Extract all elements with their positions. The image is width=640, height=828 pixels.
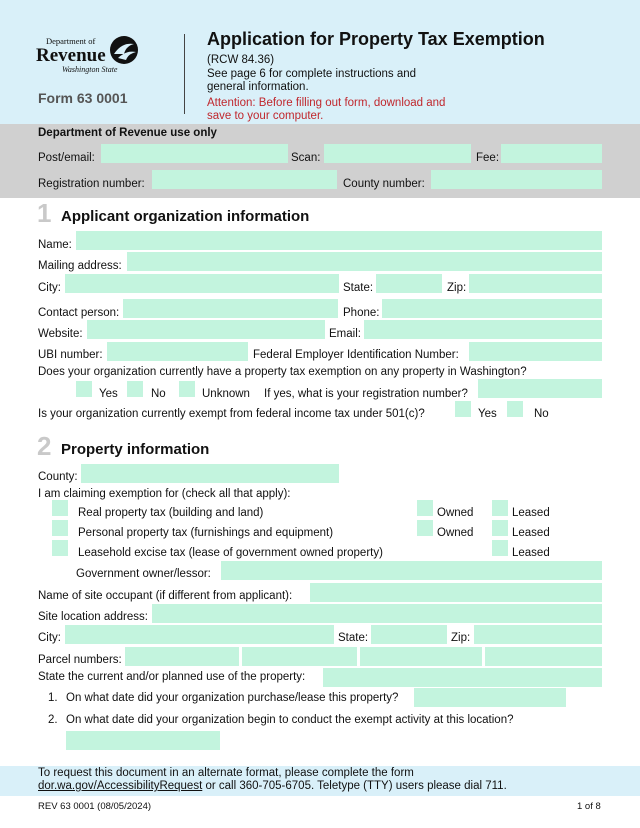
fein-field[interactable]	[469, 342, 602, 361]
government-owner-label: Government owner/lessor:	[76, 568, 211, 580]
existing-registration-number-field[interactable]	[478, 379, 602, 398]
existing-exemption-question: Does your organization currently have a property tax exemption on any property in Washington?	[38, 366, 527, 378]
form-title: Application for Property Tax Exemption	[207, 29, 545, 49]
phone-field[interactable]	[382, 299, 602, 318]
personal-property-checkbox[interactable]	[52, 520, 68, 536]
site-city-label: City:	[38, 632, 61, 644]
fee-field[interactable]	[501, 144, 602, 163]
logo-line1: Department of	[46, 36, 96, 46]
alt-format-text: To request this document in an alternate format, please complete the form	[38, 767, 414, 779]
rcw-reference: (RCW 84.36)	[207, 54, 275, 66]
revision-number: REV 63 0001 (08/05/2024)	[38, 801, 152, 812]
exemption-yes-label: Yes	[99, 388, 118, 400]
personal-owned-label: Owned	[437, 527, 474, 539]
email-label: Email:	[329, 328, 361, 340]
real-property-checkbox[interactable]	[52, 500, 68, 516]
real-leased-checkbox[interactable]	[492, 500, 508, 516]
post-email-field[interactable]	[101, 144, 288, 163]
alt-format-line2	[38, 779, 507, 793]
question-1-text: On what date did your organization purchase/lease this property?	[66, 692, 399, 704]
claiming-exemption-label: I am claiming exemption for (check all that apply):	[38, 488, 291, 500]
property-use-label: State the current and/or planned use of the property:	[38, 671, 306, 683]
site-state-field[interactable]	[371, 625, 447, 644]
accessibility-request-link[interactable]: dor.wa.gov/AccessibilityRequest	[38, 780, 203, 792]
city-label: City:	[38, 282, 61, 294]
question-1-number: 1.	[48, 692, 58, 704]
contact-person-field[interactable]	[123, 299, 338, 318]
501c-question: Is your organization currently exempt from federal income tax under 501(c)?	[38, 408, 425, 420]
parcel-numbers-label: Parcel numbers:	[38, 654, 122, 666]
applicant-name-field[interactable]	[76, 231, 602, 250]
personal-owned-checkbox[interactable]	[417, 520, 433, 536]
website-label: Website:	[38, 328, 83, 340]
exemption-no-label: No	[151, 388, 166, 400]
email-field[interactable]	[364, 320, 602, 339]
501c-no-label: No	[534, 408, 549, 420]
question-2-text: On what date did your organization begin to conduct the exempt activity at this location?	[66, 714, 514, 726]
exemption-unknown-checkbox[interactable]	[179, 381, 195, 397]
exemption-unknown-label: Unknown	[202, 388, 250, 400]
logo-line2: Revenue	[36, 45, 106, 66]
real-property-label: Real property tax (building and land)	[78, 507, 264, 519]
logo-line3: Washington State	[62, 65, 118, 74]
state-label: State:	[343, 282, 374, 294]
leasehold-label: Leasehold excise tax (lease of government owned property)	[78, 547, 383, 559]
question-2-number: 2.	[48, 714, 58, 726]
county-number-label: County number:	[343, 178, 425, 190]
county-label: County:	[38, 471, 78, 483]
dor-logo	[36, 34, 146, 78]
city-field[interactable]	[65, 274, 339, 293]
501c-yes-label: Yes	[478, 408, 497, 420]
real-owned-checkbox[interactable]	[417, 500, 433, 516]
real-leased-label: Leased	[512, 507, 550, 519]
ubi-number-label: UBI number:	[38, 349, 103, 361]
zip-label: Zip:	[447, 282, 467, 294]
state-field[interactable]	[376, 274, 442, 293]
applicant-name-label: Name:	[38, 239, 72, 251]
site-zip-label: Zip:	[451, 632, 471, 644]
instructions-line1: See page 6 for complete instructions and	[207, 68, 417, 80]
county-number-field[interactable]	[431, 170, 602, 189]
section-1-number: 1	[37, 198, 52, 228]
property-use-field[interactable]	[323, 668, 602, 687]
exemption-no-checkbox[interactable]	[127, 381, 143, 397]
site-location-label: Site location address:	[38, 611, 148, 623]
fee-label: Fee:	[476, 152, 500, 164]
leasehold-leased-checkbox[interactable]	[492, 540, 508, 556]
website-field[interactable]	[87, 320, 325, 339]
mailing-address-label: Mailing address:	[38, 260, 122, 272]
real-owned-label: Owned	[437, 507, 474, 519]
government-owner-field[interactable]	[221, 561, 602, 580]
site-state-label: State:	[338, 632, 369, 644]
attention-line1: Attention: Before filling out form, download and	[207, 97, 446, 109]
activity-date-field[interactable]	[66, 731, 220, 750]
personal-leased-label: Leased	[512, 527, 550, 539]
leasehold-checkbox[interactable]	[52, 540, 68, 556]
501c-no-checkbox[interactable]	[507, 401, 523, 417]
phone-label: Phone:	[343, 307, 380, 319]
site-location-field[interactable]	[152, 604, 602, 623]
parcel-number-field-4[interactable]	[485, 647, 602, 666]
page-number: 1 of 8	[577, 801, 601, 812]
registration-number-field[interactable]	[152, 170, 337, 189]
form-number: Form 63 0001	[38, 90, 128, 106]
parcel-number-field-2[interactable]	[242, 647, 357, 666]
county-field[interactable]	[81, 464, 339, 483]
site-city-field[interactable]	[65, 625, 334, 644]
leasehold-leased-label: Leased	[512, 547, 550, 559]
scan-label: Scan:	[291, 152, 321, 164]
registration-question: If yes, what is your registration number?	[264, 388, 468, 400]
section-2-title: Property information	[61, 441, 210, 458]
header-divider	[184, 34, 185, 114]
office-use-title: Department of Revenue use only	[38, 127, 217, 139]
personal-property-label: Personal property tax (furnishings and equipment)	[78, 527, 334, 539]
501c-yes-checkbox[interactable]	[455, 401, 471, 417]
ubi-number-field[interactable]	[107, 342, 248, 361]
instructions-line2: general information.	[207, 81, 309, 93]
purchase-date-field[interactable]	[414, 688, 566, 707]
section-2-number: 2	[37, 431, 52, 461]
registration-number-label: Registration number:	[38, 178, 145, 190]
post-email-label: Post/email:	[38, 152, 95, 164]
zip-field[interactable]	[469, 274, 602, 293]
site-occupant-field[interactable]	[310, 583, 602, 602]
parcel-number-field-1[interactable]	[125, 647, 239, 666]
attention-line2: save to your computer.	[207, 110, 324, 122]
mountain-logo-icon	[108, 34, 140, 66]
contact-person-label: Contact person:	[38, 307, 120, 319]
fein-label: Federal Employer Identification Number:	[253, 349, 459, 361]
scan-field[interactable]	[324, 144, 471, 163]
parcel-number-field-3[interactable]	[360, 647, 482, 666]
exemption-yes-checkbox[interactable]	[76, 381, 92, 397]
site-occupant-label: Name of site occupant (if different from applicant):	[38, 590, 293, 602]
site-zip-field[interactable]	[474, 625, 602, 644]
personal-leased-checkbox[interactable]	[492, 520, 508, 536]
mailing-address-field[interactable]	[127, 252, 602, 271]
section-1-title: Applicant organization information	[61, 208, 310, 225]
alt-format-contact: or call 360-705-6705. Teletype (TTY) users please dial 711.	[202, 780, 507, 792]
